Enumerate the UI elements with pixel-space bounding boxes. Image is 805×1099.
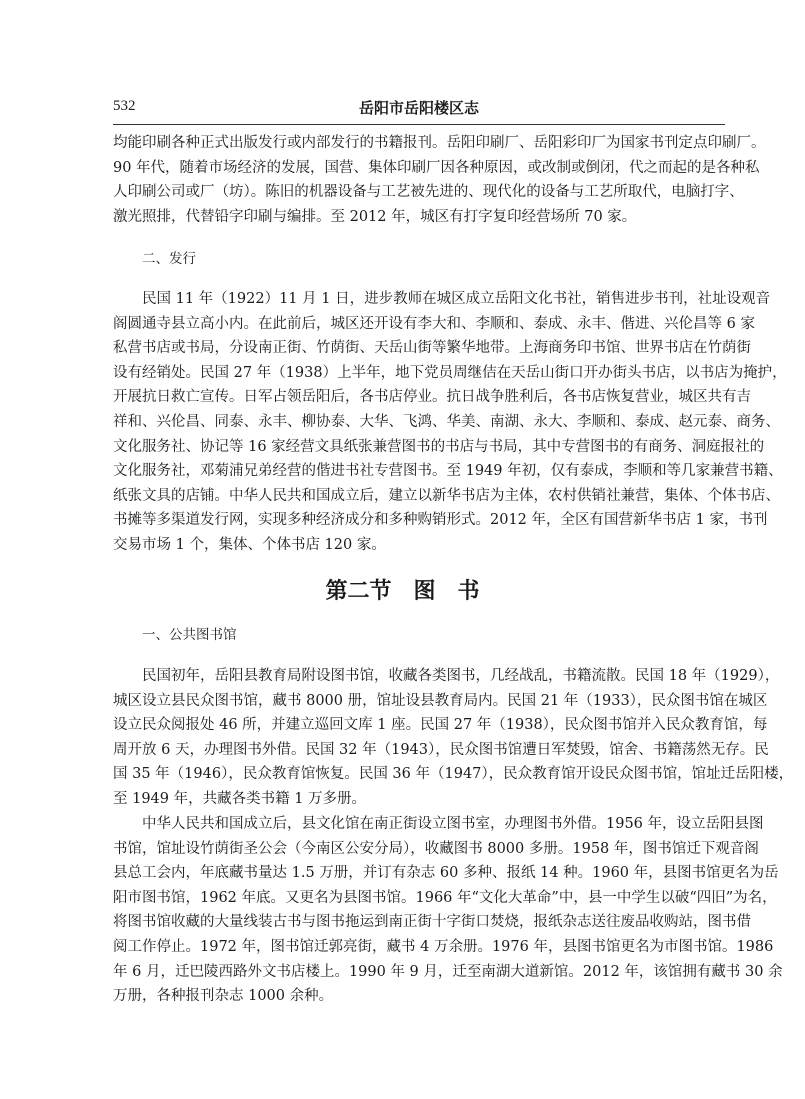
section-title: 第二节 图 书 [325,579,480,604]
text-line: 阅工作停止。1972 年，图书馆迁郭亮街，藏书 4 万余册。1976 年，县图书馆更名为市图书馆。1986 [113,938,774,955]
text-line: 年 6 月，迁巴陵西路外文书店楼上。1990 年 9 月，迁至南湖大道新馆。2012 年，该馆拥有藏书 30 余 [113,963,783,980]
header-rule [113,124,725,125]
text-line: 周开放 6 天，办理图书外借。民国 32 年（1943），民众图书馆遭日军焚毁，馆舍、书籍荡然无存。民 [113,741,769,758]
text-line: 文化服务社、协记等 16 家经营文具纸张兼营图书的书店与书局，其中专营图书的有商务、洞庭报社的 [113,438,765,455]
text-line: 纸张文具的店铺。中华人民共和国成立后，建立以新华书店为主体，农村供销社兼营，集体、个体书店、 [113,487,780,504]
text-line: 书摊等多渠道发行网，实现多种经济成分和多种购销形式。2012 年，全区有国营新华书店 1 家，书刊 [113,512,768,529]
subheading-distribution: 二、发行 [142,251,196,267]
text-line: 万册，各种报刊杂志 1000 余种。 [113,988,334,1005]
text-line: 私营书店或书局，分设南正街、竹荫街、天岳山街等繁华地带。上海商务印书馆、世界书店在竹荫街 [113,340,751,357]
subheading-public-library: 一、公共图书馆 [142,627,237,643]
text-line: 中华人民共和国成立后，县文化馆在南正街设立图书室，办理图书外借。1956 年，设立岳阳县图 [142,816,764,832]
page-number: 532 [113,98,136,114]
paragraph-library-prc [113,812,783,1009]
text-line: 文化服务社，邓菊浦兄弟经营的偕进书社专营图书。至 1949 年初，仅有泰成，李顺和等几家兼营书籍、 [113,463,783,480]
text-line: 民国初年，岳阳县教育局附设图书馆，收藏各类图书，几经战乱，书籍流散。民国 18 年（1929）， [142,668,780,684]
text-line: 设立民众阅报处 46 所，并建立巡回文库 1 座。民国 27 年（1938），民众图书馆并入民众教育馆，每 [113,717,768,734]
text-line: 国 35 年（1946），民众教育馆恢复。民国 36 年（1947），民众教育馆开设民众图书馆，馆址迁岳阳楼， [113,766,794,783]
paragraph-printing [113,131,766,229]
text-line: 至 1949 年，共藏各类书籍 1 万多册。 [113,790,367,807]
running-title: 岳阳市岳阳楼区志 [358,99,479,117]
text-line: 交易市场 1 个，集体、个体书店 120 家。 [113,536,386,553]
text-line: 民国 11 年（1922）11 月 1 日，进步教师在城区成立岳阳文化书社，销售进步书刊，社址设观音 [142,291,771,307]
text-line: 激光照排，代替铅字印刷与编排。至 2012 年，城区有打字复印经营场所 70 家。 [113,208,637,225]
text-line: 设有经销处。民国 27 年（1938）上半年，地下党员周继佶在天岳山街口开办街头书店，以书店为掩护， [113,364,787,381]
text-line: 90 年代，随着市场经济的发展，国营、集体印刷厂因各种原因，或改制或倒闭，代之而起的是各种私 [113,159,760,176]
text-line: 将图书馆收藏的大量线装古书与图书拖运到南正街十字街口焚烧，报纸杂志送往废品收购站，图书借 [113,914,751,931]
text-line: 祥和、兴伦昌、同泰、永丰、柳协泰、大华、飞鸿、华美、南湖、永大、李顺和、泰成、赵元泰、商务、 [113,413,780,430]
text-line: 阁圆通寺县立高小内。在此前后，城区还开设有李大和、李顺和、泰成、永丰、偕进、兴伦昌等 6 家 [113,315,755,332]
page-header [113,94,725,122]
text-line: 县总工会内，年底藏书量达 1.5 万册，并订有杂志 60 多种、报纸 14 种。1960 年，县图书馆更名为岳 [113,865,779,882]
paragraph-distribution [113,287,787,558]
text-line: 城区设立县民众图书馆，藏书 8000 册，馆址设县教育局内。民国 21 年（1933），民众图书馆在城区 [113,692,768,709]
text-line: 开展抗日救亡宣传。日军占领岳阳后，各书店停业。抗日战争胜利后，各书店恢复营业，城区共有吉 [113,389,751,406]
text-line: 书馆，馆址设竹荫街圣公会（今南区公安分局），收藏图书 8000 多册。1958 年，图书馆迁下观音阁 [113,840,759,857]
text-line: 人印刷公司或厂（坊）。陈旧的机器设备与工艺被先进的、现代化的设备与工艺所取代，电脑打字、 [113,184,744,201]
text-line: 均能印刷各种正式出版发行或内部发行的书籍报刊。岳阳印刷厂、岳阳彩印厂为国家书刊定点印刷厂。 [113,135,766,151]
paragraph-library-history [113,664,794,812]
text-line: 阳市图书馆，1962 年底。又更名为县图书馆。1966 年“文化大革命”中，县一中学生以破“四旧”为名， [113,889,777,906]
